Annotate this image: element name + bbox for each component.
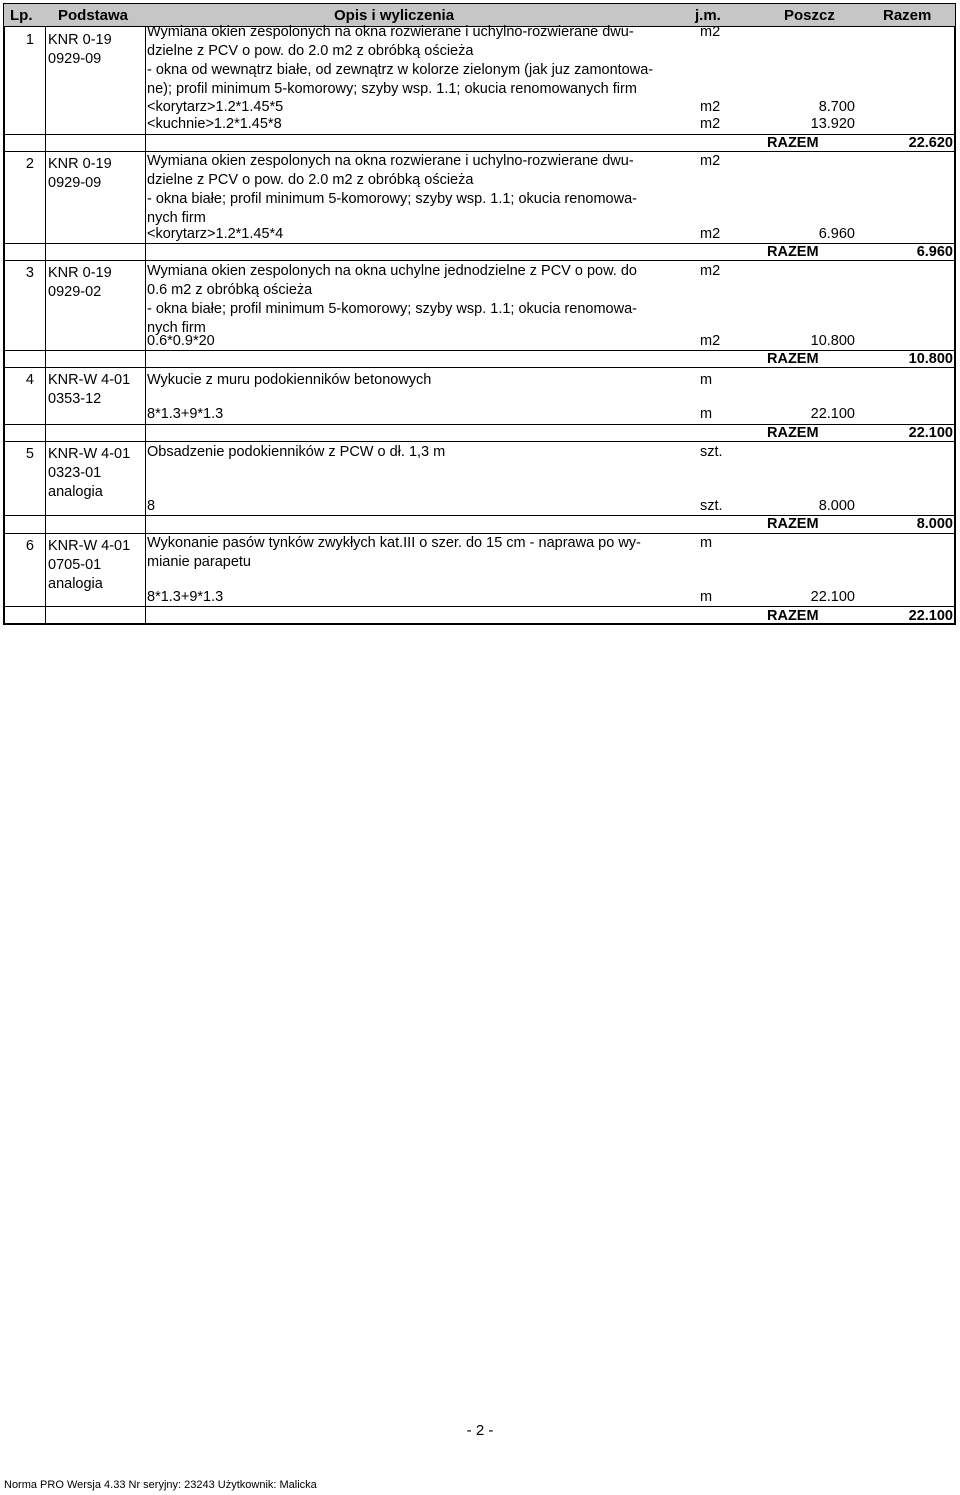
item-description-line: nych firm xyxy=(147,320,206,336)
item-description-line: 0.6 m2 z obróbką ościeża xyxy=(147,282,313,298)
razem-value: 22.100 xyxy=(908,425,953,441)
row-separator xyxy=(3,350,956,351)
calc-unit: m2 xyxy=(700,99,721,115)
razem-label: RAZEM xyxy=(767,244,819,260)
item-description-line: Wymiana okien zespolonych na okna rozwierane i uchylno-rozwierane dwu- xyxy=(147,24,634,40)
item-basis: KNR 0-19 xyxy=(48,265,112,281)
item-description-line: Obsadzenie podokienników z PCW o dł. 1,3 m xyxy=(147,444,446,460)
calc-unit: m xyxy=(700,406,713,422)
razem-label: RAZEM xyxy=(767,135,819,151)
calc-value: 8.000 xyxy=(818,498,855,514)
calc-value: 22.100 xyxy=(810,589,855,605)
calc-value: 13.920 xyxy=(810,116,855,132)
item-description-line: nych firm xyxy=(147,210,206,226)
calc-value: 10.800 xyxy=(810,333,855,349)
footer-text: Norma PRO Wersja 4.33 Nr seryjny: 23243 Użytkownik: Malicka xyxy=(4,1479,317,1491)
item-basis: 0705-01 xyxy=(48,557,102,573)
item-number: 4 xyxy=(25,372,34,388)
item-number: 5 xyxy=(25,446,34,462)
item-basis: KNR-W 4-01 xyxy=(48,372,131,388)
calc-expression: 8*1.3+9*1.3 xyxy=(147,589,224,605)
item-unit: m2 xyxy=(700,263,721,279)
calc-unit: m xyxy=(700,589,713,605)
calc-unit: m2 xyxy=(700,116,721,132)
razem-label: RAZEM xyxy=(767,608,819,624)
razem-value: 8.000 xyxy=(916,516,953,532)
calc-expression: 0.6*0.9*20 xyxy=(147,333,215,349)
item-unit: m2 xyxy=(700,24,721,40)
item-number: 2 xyxy=(25,156,34,172)
item-number: 6 xyxy=(25,538,34,554)
item-description-line: mianie parapetu xyxy=(147,554,251,570)
calc-expression: 8*1.3+9*1.3 xyxy=(147,406,224,422)
item-description-line: Wymiana okien zespolonych na okna rozwierane i uchylno-rozwierane dwu- xyxy=(147,153,634,169)
calc-expression: 8 xyxy=(147,498,156,514)
item-basis: KNR-W 4-01 xyxy=(48,446,131,462)
razem-value: 22.620 xyxy=(908,135,953,151)
row-separator xyxy=(3,260,956,261)
item-basis: 0929-09 xyxy=(48,51,102,67)
calc-expression: <korytarz>1.2*1.45*4 xyxy=(147,226,284,242)
row-separator xyxy=(3,243,956,244)
header-opis: Opis i wyliczenia xyxy=(334,7,455,24)
row-separator xyxy=(3,533,956,534)
header-poszcz: Poszcz xyxy=(784,7,835,24)
header-jm: j.m. xyxy=(695,7,721,24)
item-unit: m xyxy=(700,372,713,388)
item-description-line: - okna białe; profil minimum 5-komorowy; szyby wsp. 1.1; okucia renomowa- xyxy=(147,191,637,207)
header-lp: Lp. xyxy=(10,7,33,24)
razem-value: 6.960 xyxy=(916,244,953,260)
item-basis: 0323-01 xyxy=(48,465,102,481)
item-description-line: - okna od wewnątrz białe, od zewnątrz w kolorze zielonym (jak juz zamontowa- xyxy=(147,62,654,78)
item-number: 1 xyxy=(25,32,34,48)
calc-value: 6.960 xyxy=(818,226,855,242)
header-podstawa: Podstawa xyxy=(58,7,129,24)
item-description-line: ne); profil minimum 5-komorowy; szyby wsp. 1.1; okucia renomowanych firm xyxy=(147,81,637,97)
item-unit: m xyxy=(700,535,713,551)
item-description-line: Wykonanie pasów tynków zwykłych kat.III o szer. do 15 cm - naprawa po wy- xyxy=(147,535,641,551)
item-basis: analogia xyxy=(48,576,103,592)
row-separator xyxy=(3,424,956,425)
item-description-line: dzielne z PCV o pow. do 2.0 m2 z obróbką ościeża xyxy=(147,43,474,59)
calc-value: 22.100 xyxy=(810,406,855,422)
calc-unit: szt. xyxy=(700,498,723,514)
razem-label: RAZEM xyxy=(767,516,819,532)
row-separator xyxy=(3,606,956,607)
item-basis: analogia xyxy=(48,484,103,500)
item-description-line: - okna białe; profil minimum 5-komorowy; szyby wsp. 1.1; okucia renomowa- xyxy=(147,301,637,317)
row-separator xyxy=(3,151,956,152)
row-separator xyxy=(3,515,956,516)
calc-value: 8.700 xyxy=(818,99,855,115)
item-basis: KNR-W 4-01 xyxy=(48,538,131,554)
row-separator xyxy=(3,134,956,135)
item-basis: 0929-09 xyxy=(48,175,102,191)
item-description-line: dzielne z PCV o pow. do 2.0 m2 z obróbką ościeża xyxy=(147,172,474,188)
item-description-line: Wykucie z muru podokienników betonowych xyxy=(147,372,432,388)
calc-expression: <kuchnie>1.2*1.45*8 xyxy=(147,116,282,132)
razem-label: RAZEM xyxy=(767,425,819,441)
item-unit: m2 xyxy=(700,153,721,169)
header-razem: Razem xyxy=(883,7,932,24)
item-unit: szt. xyxy=(700,444,723,460)
razem-value: 10.800 xyxy=(908,351,953,367)
row-separator xyxy=(3,441,956,442)
item-basis: KNR 0-19 xyxy=(48,32,112,48)
calc-unit: m2 xyxy=(700,226,721,242)
razem-label: RAZEM xyxy=(767,351,819,367)
item-description-line: Wymiana okien zespolonych na okna uchylne jednodzielne z PCV o pow. do xyxy=(147,263,637,279)
row-separator xyxy=(3,367,956,368)
item-basis: 0929-02 xyxy=(48,284,102,300)
item-basis: 0353-12 xyxy=(48,391,102,407)
item-basis: KNR 0-19 xyxy=(48,156,112,172)
item-number: 3 xyxy=(25,265,34,281)
page-number: - 2 - xyxy=(466,1422,494,1439)
calc-expression: <korytarz>1.2*1.45*5 xyxy=(147,99,284,115)
calc-unit: m2 xyxy=(700,333,721,349)
razem-value: 22.100 xyxy=(908,608,953,624)
